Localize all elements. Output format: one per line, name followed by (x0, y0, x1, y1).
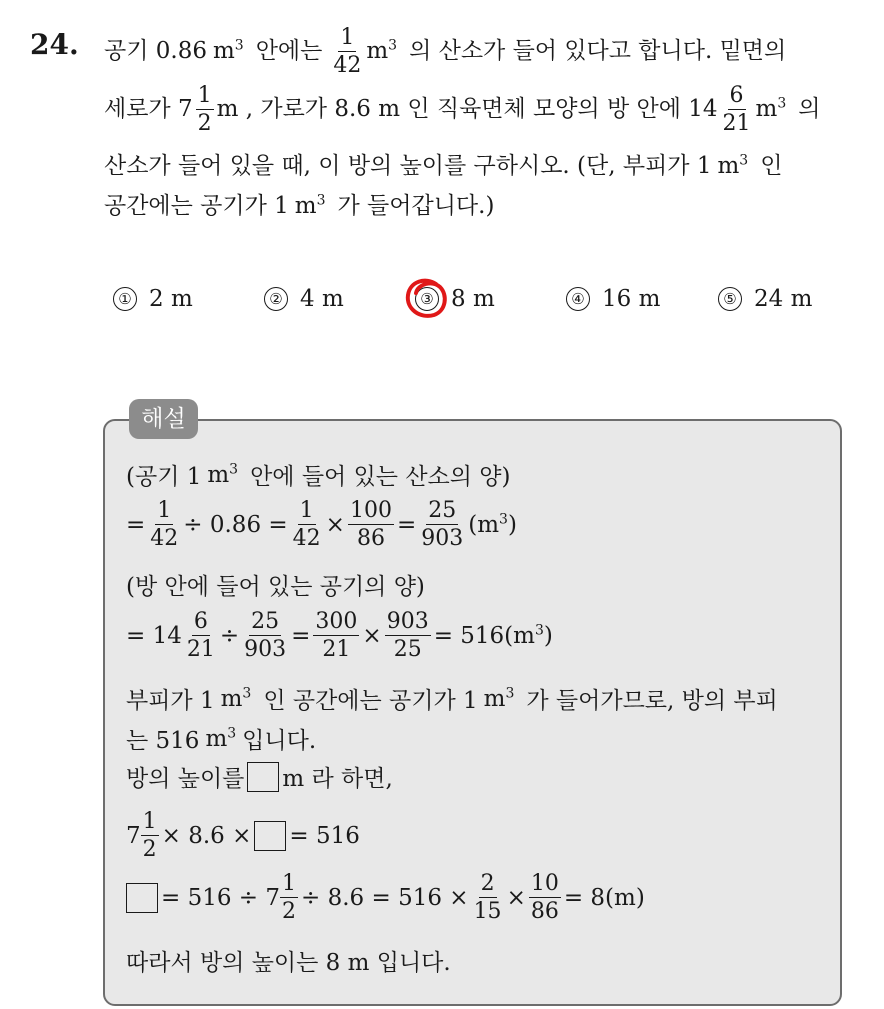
circle-number-2-icon: ② (264, 287, 288, 311)
circle-number-5-icon: ⑤ (718, 287, 742, 311)
solution-line-8: 7 $\frac{1}{2}$ × 8.6 × = 516 (126, 809, 360, 863)
circle-number-4-icon: ④ (566, 287, 590, 311)
solution-line-9: = 516 ÷ 7 $\frac{1}{2}$ ÷ 8.6 = 516 × $\frac{2}{15}$ × $\frac{10}{86}$ = 8(m) (126, 872, 645, 923)
choice-4[interactable]: ④ 16 m (566, 286, 660, 312)
fraction: $\frac{6}{21}$ (722, 83, 751, 137)
fraction: $\frac{1}{2}$ (197, 83, 212, 137)
circle-number-1-icon: ① (113, 287, 137, 311)
answer-mark-icon (402, 275, 450, 323)
question-line-4: 공간에는 공기가 1 $m^3$ 가 들어갑니다.) (104, 192, 495, 219)
choice-5[interactable]: ⑤ 24 m (718, 286, 812, 312)
solution-tag: 해설 (129, 399, 198, 439)
question-line-1: 공기 0.86 $m^3$ 안에는 $\frac{1}{42}$ $m^3$ 의 산소가 들어 있다고 합니다. 밑면의 (104, 25, 787, 79)
solution-line-4: = 14 $\frac{6}{21}$ ÷ $\frac{25}{903}$ = $\frac{300}{21}$ × $\frac{903}{25}$ = 516(m $^3$) (126, 609, 553, 663)
choice-1[interactable]: ① 2 m (113, 286, 193, 312)
blank-box (247, 762, 279, 792)
solution-line-2: = $\frac{1}{42}$ ÷ 0.86 = $\frac{1}{42}$ × $\frac{100}{86}$ = $\frac{25}{903}$ (m $^3$) (126, 498, 517, 552)
unit-m: $m^3$ (212, 37, 244, 65)
choice-3[interactable]: ③ 8 m (415, 286, 495, 312)
solution-line-3: (방 안에 들어 있는 공기의 양) (126, 574, 425, 600)
solution-line-5: 부피가 1 $m^3$ 인 공간에는 공기가 1 $m^3$ 가 들어가므로, 방의 부피 (126, 684, 778, 714)
blank-box (254, 821, 286, 851)
blank-box (126, 883, 158, 913)
fraction: $\frac{1}{42}$ (333, 25, 362, 79)
solution-line-7: 방의 높이를 m 라 하면, (126, 760, 393, 793)
question-number: 24. (30, 28, 79, 61)
question-line-2: 세로가 7 $\frac{1}{2}$ m , 가로가 8.6 m 인 직육면체 모양의 방 안에 14 $\frac{6}{21}$ $m^3$ 의 (104, 83, 821, 137)
solution-line-6: 는 516 $m^3$ 입니다. (126, 724, 317, 754)
solution-line-10: 따라서 방의 높이는 8 m 입니다. (126, 950, 451, 976)
solution-line-1: (공기 1 $m^3$ 안에 들어 있는 산소의 양) (126, 460, 511, 490)
circle-number-3-icon: ③ (415, 287, 439, 311)
question-line-3: 산소가 들어 있을 때, 이 방의 높이를 구하시오. (단, 부피가 1 $m^3$ 인 (104, 152, 783, 179)
choice-2[interactable]: ② 4 m (264, 286, 344, 312)
